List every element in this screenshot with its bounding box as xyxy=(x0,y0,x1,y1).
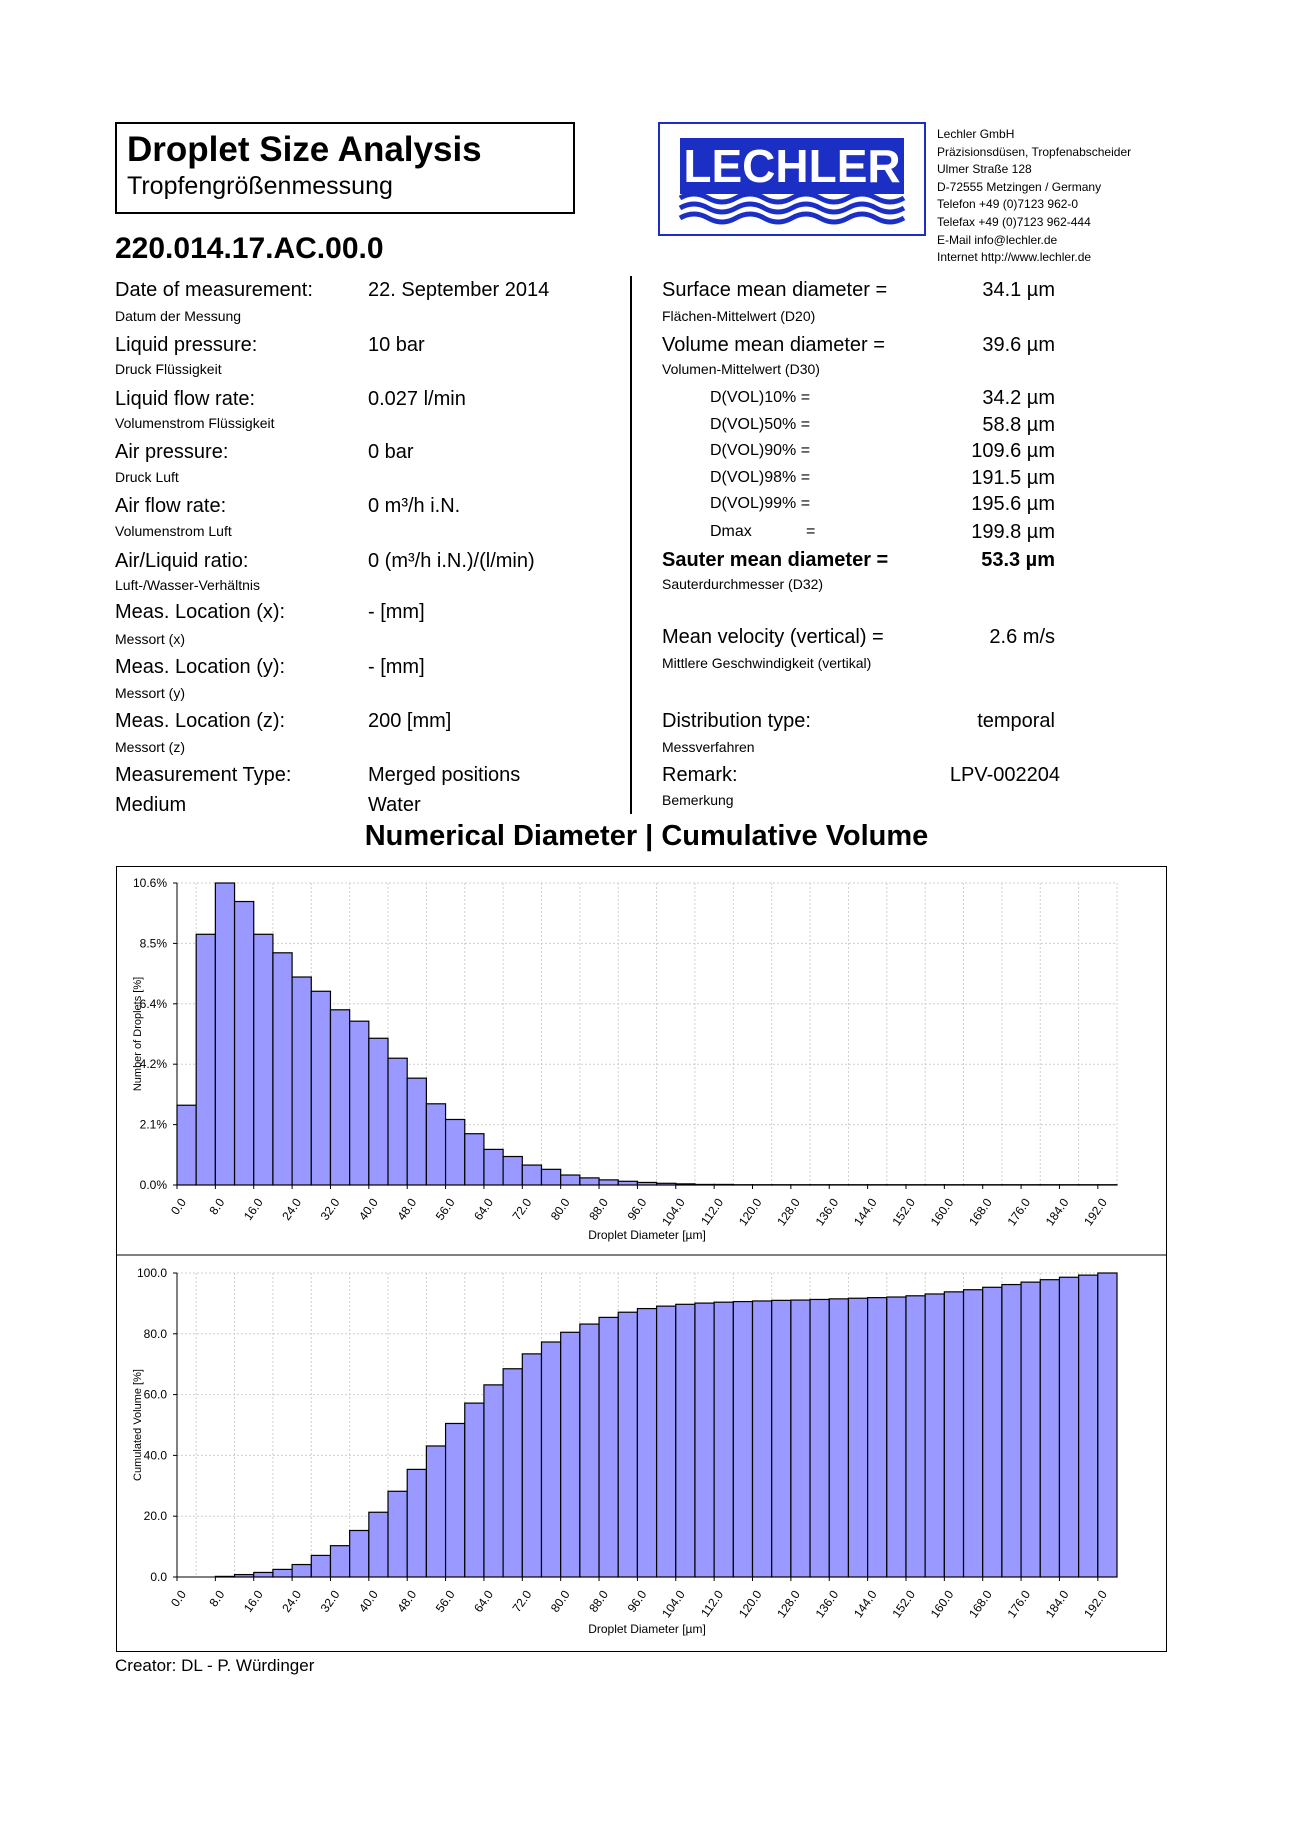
bar xyxy=(446,1119,465,1185)
address-line: D-72555 Metzingen / Germany xyxy=(937,179,1102,194)
x-tick-label: 0.0 xyxy=(168,1587,190,1610)
x-tick-label: 104.0 xyxy=(659,1587,688,1621)
param-value: 0.027 l/min xyxy=(368,388,466,410)
bar xyxy=(637,1309,656,1577)
bar xyxy=(426,1446,445,1577)
bar xyxy=(925,1294,944,1577)
x-tick-label: 16.0 xyxy=(240,1587,266,1615)
bar xyxy=(484,1385,503,1577)
bar xyxy=(254,1572,273,1577)
x-tick-label: 56.0 xyxy=(432,1587,458,1615)
sauter-mean-label: Sauter mean diameter = xyxy=(662,549,889,571)
bar xyxy=(369,1038,388,1185)
bar xyxy=(676,1304,695,1577)
x-tick-label: 80.0 xyxy=(547,1195,573,1223)
surface-mean-sublabel: Flächen-Mittelwert (D20) xyxy=(662,308,816,324)
x-tick-label: 64.0 xyxy=(471,1587,496,1615)
dvol-label: D(VOL)90% = xyxy=(710,442,811,459)
address-line: Ulmer Straße 128 xyxy=(937,162,1032,177)
x-tick-label: 152.0 xyxy=(889,1195,919,1229)
volume-mean-label: Volume mean diameter = xyxy=(662,334,885,356)
x-tick-label: 88.0 xyxy=(586,1587,612,1615)
param-label: Air flow rate: xyxy=(115,495,227,517)
bar xyxy=(1040,1280,1059,1577)
x-tick-label: 136.0 xyxy=(812,1587,842,1621)
distribution-sublabel: Messverfahren xyxy=(662,739,755,755)
address-line: Telefax +49 (0)7123 962-444 xyxy=(937,214,1091,229)
param-sublabel: Messort (x) xyxy=(115,631,185,647)
bar xyxy=(618,1312,637,1577)
x-tick-label: 192.0 xyxy=(1081,1587,1110,1621)
dvol-label: D(VOL)50% = xyxy=(710,416,811,433)
x-tick-label: 160.0 xyxy=(927,1195,957,1229)
x-tick-label: 192.0 xyxy=(1081,1195,1110,1229)
x-tick-label: 128.0 xyxy=(774,1587,803,1621)
bar xyxy=(503,1369,522,1577)
y-tick-label: 80.0 xyxy=(143,1326,167,1341)
remark-label: Remark: xyxy=(662,764,738,786)
x-tick-label: 120.0 xyxy=(735,1195,765,1229)
x-tick-label: 168.0 xyxy=(966,1587,995,1621)
charts-section-title: Numerical Diameter | Cumulative Volume xyxy=(364,820,929,852)
bar xyxy=(733,1302,752,1577)
x-tick-label: 16.0 xyxy=(240,1195,266,1223)
param-sublabel: Druck Flüssigkeit xyxy=(115,361,222,377)
bar xyxy=(772,1300,791,1577)
measurement-type-label: Measurement Type: xyxy=(115,764,292,786)
x-tick-label: 136.0 xyxy=(812,1195,842,1229)
velocity-label: Mean velocity (vertical) = xyxy=(662,626,884,648)
bar xyxy=(657,1306,676,1577)
bar xyxy=(541,1169,560,1185)
address-line: Präzisionsdüsen, Tropfenabscheider xyxy=(937,144,1132,159)
y-tick-label: 100.0 xyxy=(136,1266,167,1280)
address-line: Telefon +49 (0)7123 962-0 xyxy=(937,197,1079,212)
param-sublabel: Volumenstrom Flüssigkeit xyxy=(115,415,275,431)
bar xyxy=(330,1546,349,1577)
report-subtitle: Tropfengrößenmessung xyxy=(127,172,393,200)
x-tick-label: 48.0 xyxy=(394,1195,420,1223)
dvol-value: 109.6 µm xyxy=(971,440,1055,462)
x-tick-label: 88.0 xyxy=(586,1195,612,1223)
volume-mean-value: 39.6 µm xyxy=(982,334,1055,356)
x-tick-label: 176.0 xyxy=(1004,1195,1034,1229)
volume-mean-sublabel: Volumen-Mittelwert (D30) xyxy=(662,361,820,377)
x-tick-label: 40.0 xyxy=(356,1195,381,1223)
param-value: 0 bar xyxy=(368,441,414,463)
bar xyxy=(887,1297,906,1577)
bar xyxy=(1002,1285,1021,1577)
dmax-value: 199.8 µm xyxy=(971,521,1055,543)
x-tick-label: 96.0 xyxy=(624,1587,650,1615)
bar xyxy=(503,1157,522,1185)
dvol-value: 191.5 µm xyxy=(971,467,1055,489)
y-tick-label: 0.0 xyxy=(150,1570,167,1584)
x-tick-label: 32.0 xyxy=(317,1587,343,1615)
column-divider xyxy=(630,276,632,814)
velocity-value: 2.6 m/s xyxy=(989,626,1055,648)
bar xyxy=(388,1491,407,1577)
distribution-value: temporal xyxy=(977,710,1055,732)
dmax-label: Dmax xyxy=(710,523,752,540)
param-label: Air pressure: xyxy=(115,441,229,463)
bar xyxy=(561,1175,580,1185)
param-sublabel: Messort (z) xyxy=(115,739,185,755)
y-tick-label: 8.5% xyxy=(139,936,167,951)
bar xyxy=(1079,1275,1098,1577)
x-tick-label: 96.0 xyxy=(624,1195,650,1223)
bar xyxy=(407,1078,426,1185)
dvol-label: D(VOL)99% = xyxy=(710,495,811,512)
x-tick-label: 152.0 xyxy=(889,1587,919,1621)
param-label: Meas. Location (x): xyxy=(115,601,286,623)
distribution-label: Distribution type: xyxy=(662,710,811,732)
bar xyxy=(273,1569,292,1577)
param-sublabel: Druck Luft xyxy=(115,469,179,485)
param-label: Liquid flow rate: xyxy=(115,388,256,410)
bar xyxy=(196,934,215,1185)
bar xyxy=(292,977,311,1185)
bar xyxy=(561,1332,580,1577)
bar xyxy=(446,1423,465,1577)
company-address xyxy=(937,126,1131,267)
bar xyxy=(964,1290,983,1577)
x-tick-label: 40.0 xyxy=(356,1587,381,1615)
x-tick-label: 184.0 xyxy=(1042,1195,1072,1229)
measurement-type-value: Merged positions xyxy=(368,764,521,786)
bar xyxy=(829,1299,848,1577)
bar xyxy=(791,1300,810,1577)
x-tick-label: 8.0 xyxy=(206,1587,228,1610)
x-tick-label: 24.0 xyxy=(279,1587,305,1615)
x-tick-label: 112.0 xyxy=(698,1195,727,1228)
dvol-label: D(VOL)98% = xyxy=(710,469,811,486)
param-value: - [mm] xyxy=(368,656,425,678)
bar xyxy=(580,1324,599,1577)
param-value: 0 m³/h i.N. xyxy=(368,495,461,517)
bar xyxy=(273,953,292,1185)
cumulative-volume-chart xyxy=(132,1266,1117,1636)
bar xyxy=(599,1180,618,1185)
address-line: Internet http://www.lechler.de xyxy=(937,250,1092,265)
bar xyxy=(177,1105,196,1185)
param-label: Meas. Location (z): xyxy=(115,710,286,732)
x-tick-label: 144.0 xyxy=(850,1195,880,1229)
sauter-mean-sublabel: Sauterdurchmesser (D32) xyxy=(662,576,824,592)
report-title-box xyxy=(115,122,575,214)
bar xyxy=(235,902,254,1185)
y-tick-label: 4.2% xyxy=(139,1057,167,1072)
y-axis-label: Cumulated Volume [%] xyxy=(132,1369,144,1481)
x-tick-label: 120.0 xyxy=(735,1587,765,1621)
bar xyxy=(522,1165,541,1185)
bar xyxy=(254,934,273,1185)
x-axis-label: Droplet Diameter [µm] xyxy=(588,1622,706,1636)
bar xyxy=(618,1181,637,1185)
report-title: Droplet Size Analysis xyxy=(127,130,482,169)
x-tick-label: 112.0 xyxy=(698,1587,727,1620)
param-value: 22. September 2014 xyxy=(368,279,550,301)
bar xyxy=(1059,1277,1078,1577)
address-line: Lechler GmbH xyxy=(937,127,1015,141)
bar xyxy=(311,991,330,1185)
x-axis-label: Droplet Diameter [µm] xyxy=(588,1228,706,1242)
bar xyxy=(292,1565,311,1577)
x-tick-label: 184.0 xyxy=(1042,1587,1072,1621)
droplet-count-histogram xyxy=(132,876,1117,1242)
y-tick-label: 20.0 xyxy=(143,1509,167,1524)
charts-frame xyxy=(116,866,1167,1652)
param-sublabel: Luft-/Wasser-Verhältnis xyxy=(115,577,260,593)
y-tick-label: 10.6% xyxy=(132,876,167,890)
x-tick-label: 80.0 xyxy=(547,1587,573,1615)
bar xyxy=(407,1469,426,1577)
bar xyxy=(1098,1273,1117,1577)
bar xyxy=(350,1021,369,1185)
x-tick-label: 104.0 xyxy=(659,1195,688,1229)
y-tick-label: 60.0 xyxy=(143,1387,167,1402)
bar xyxy=(330,1010,349,1185)
document-number: 220.014.17.AC.00.0 xyxy=(115,232,384,265)
x-tick-label: 8.0 xyxy=(206,1195,228,1218)
y-tick-label: 2.1% xyxy=(139,1117,167,1132)
bar xyxy=(369,1512,388,1577)
x-tick-label: 128.0 xyxy=(774,1195,803,1229)
bar xyxy=(388,1058,407,1185)
param-label: Air/Liquid ratio: xyxy=(115,550,249,572)
medium-label: Medium xyxy=(115,794,187,816)
creator-note: Creator: DL - P. Würdinger xyxy=(115,1656,315,1675)
remark-sublabel: Bemerkung xyxy=(662,792,734,808)
param-value: - [mm] xyxy=(368,601,425,623)
y-axis-label: Number of Droplets [%] xyxy=(132,976,144,1092)
bar xyxy=(484,1149,503,1185)
address-line: E-Mail info@lechler.de xyxy=(937,232,1058,247)
bar xyxy=(522,1354,541,1577)
y-tick-label: 0.0% xyxy=(139,1178,167,1192)
x-tick-label: 48.0 xyxy=(394,1587,420,1615)
x-tick-label: 176.0 xyxy=(1004,1587,1034,1621)
lechler-logo-graphic xyxy=(660,124,924,234)
bar xyxy=(753,1301,772,1577)
x-tick-label: 64.0 xyxy=(471,1195,496,1223)
bar xyxy=(311,1555,330,1577)
bar xyxy=(714,1302,733,1577)
surface-mean-label: Surface mean diameter = xyxy=(662,279,888,301)
dvol-value: 195.6 µm xyxy=(971,493,1055,515)
medium-value: Water xyxy=(368,794,421,816)
param-sublabel: Datum der Messung xyxy=(115,308,242,324)
dmax-equals: = xyxy=(806,523,816,540)
param-label: Meas. Location (y): xyxy=(115,656,286,678)
y-tick-label: 40.0 xyxy=(143,1448,167,1463)
dvol-value: 34.2 µm xyxy=(982,387,1055,409)
bar xyxy=(465,1134,484,1185)
param-sublabel: Messort (y) xyxy=(115,685,185,701)
x-tick-label: 168.0 xyxy=(966,1195,995,1229)
x-tick-label: 72.0 xyxy=(509,1587,535,1615)
bar xyxy=(983,1287,1002,1577)
velocity-sublabel: Mittlere Geschwindigkeit (vertikal) xyxy=(662,655,872,671)
bar xyxy=(541,1342,560,1577)
bar xyxy=(944,1292,963,1577)
param-value: 0 (m³/h i.N.)/(l/min) xyxy=(368,550,535,572)
remark-value: LPV-002204 xyxy=(949,764,1060,786)
x-tick-label: 160.0 xyxy=(927,1587,957,1621)
x-tick-label: 72.0 xyxy=(509,1195,535,1223)
bar xyxy=(1021,1282,1040,1577)
bar xyxy=(215,883,234,1185)
param-sublabel: Volumenstrom Luft xyxy=(115,523,232,539)
x-tick-label: 32.0 xyxy=(317,1195,343,1223)
bar xyxy=(599,1317,618,1577)
bar xyxy=(906,1296,925,1577)
bar xyxy=(848,1298,867,1577)
y-tick-label: 6.4% xyxy=(139,996,167,1011)
logo-text: LECHLER xyxy=(683,140,901,192)
bar xyxy=(350,1530,369,1577)
x-tick-label: 144.0 xyxy=(850,1587,880,1621)
bar xyxy=(426,1104,445,1185)
dvol-label: D(VOL)10% = xyxy=(710,389,811,406)
bar xyxy=(580,1178,599,1185)
dvol-value: 58.8 µm xyxy=(982,414,1055,436)
param-value: 200 [mm] xyxy=(368,710,452,732)
param-value: 10 bar xyxy=(368,334,425,356)
surface-mean-value: 34.1 µm xyxy=(982,279,1055,301)
lechler-logo xyxy=(658,122,926,236)
param-label: Liquid pressure: xyxy=(115,334,258,356)
bar xyxy=(868,1298,887,1577)
charts-svg xyxy=(117,867,1166,1651)
sauter-mean-value: 53.3 µm xyxy=(981,549,1055,571)
param-label: Date of measurement: xyxy=(115,279,313,301)
bar xyxy=(810,1299,829,1577)
x-tick-label: 24.0 xyxy=(279,1195,305,1223)
x-tick-label: 56.0 xyxy=(432,1195,458,1223)
bar xyxy=(465,1403,484,1577)
bar xyxy=(695,1303,714,1577)
x-tick-label: 0.0 xyxy=(168,1195,190,1218)
